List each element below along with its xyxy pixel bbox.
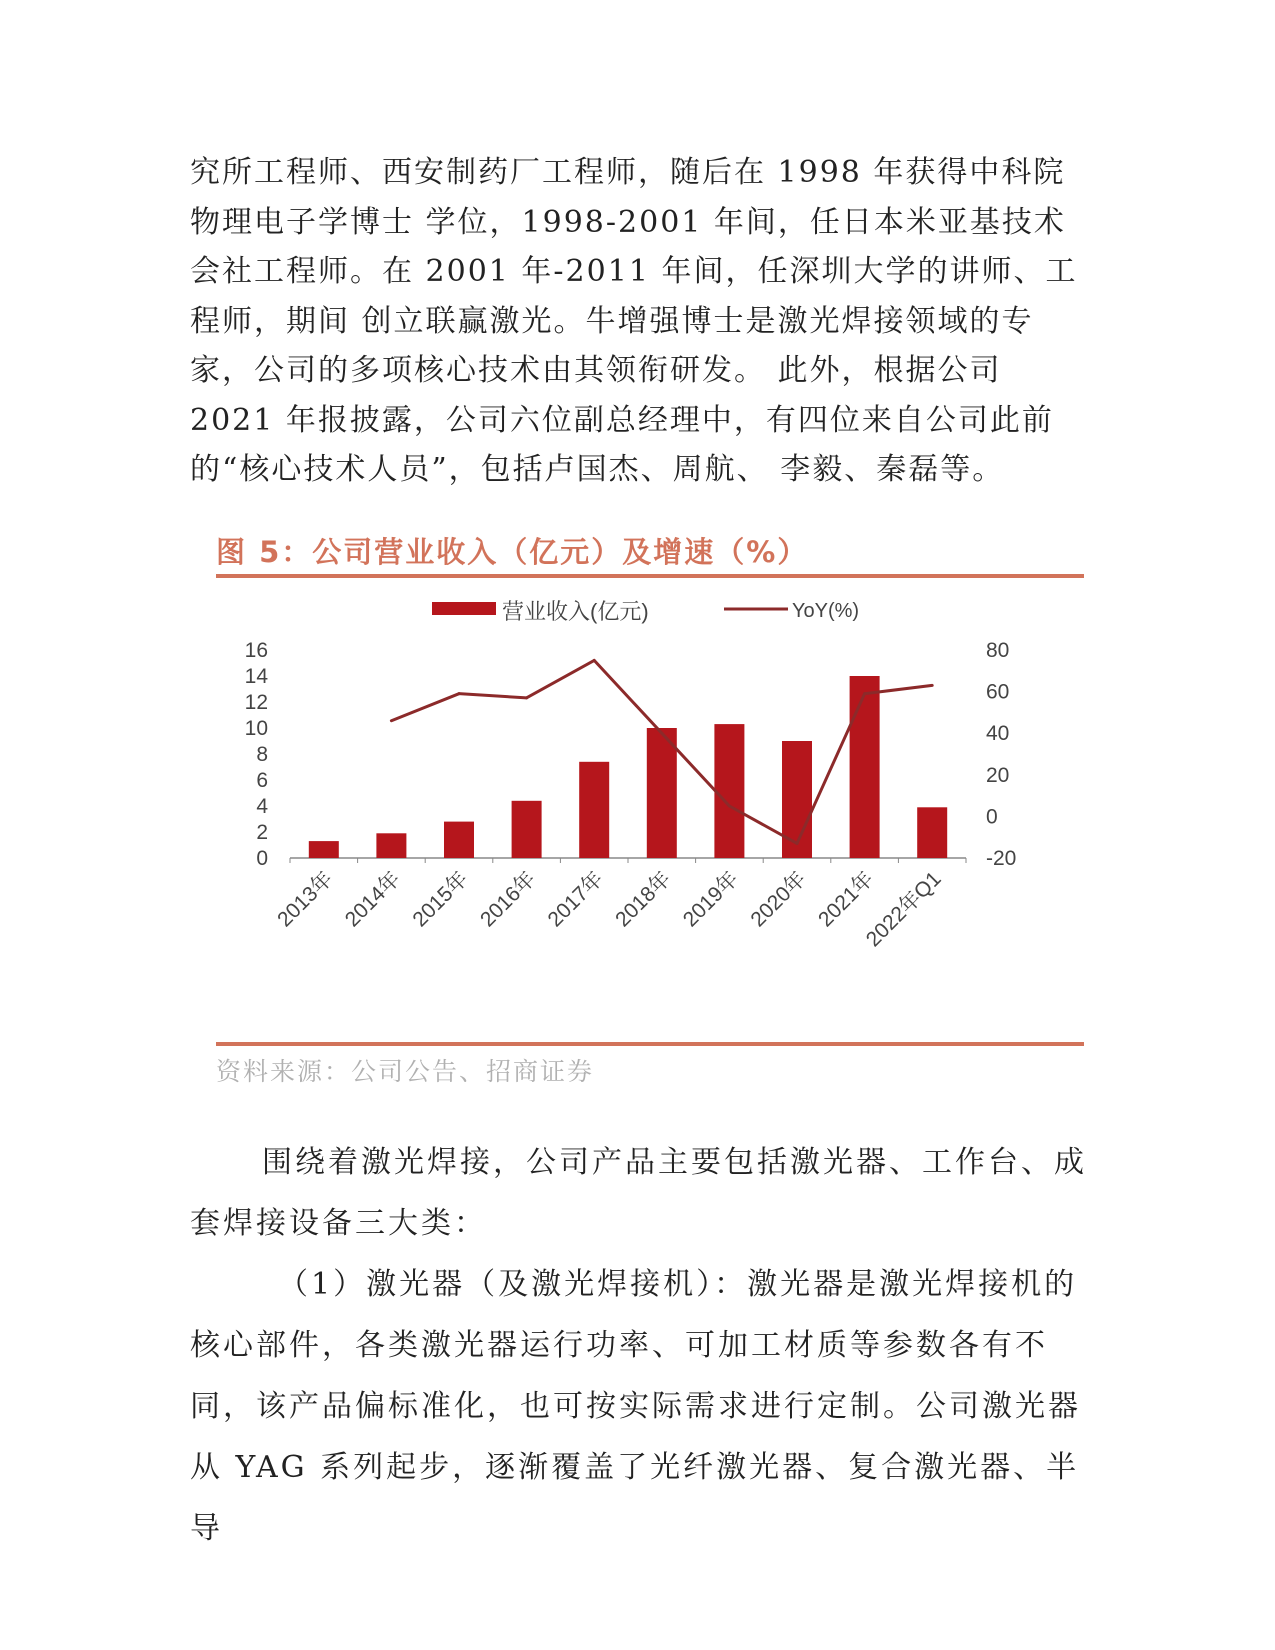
yoy-line-segment bbox=[527, 660, 595, 697]
y-left-tick-label: 10 bbox=[244, 717, 268, 740]
y-left-tick-label: 4 bbox=[256, 795, 268, 818]
x-tick-label: 2022年Q1 bbox=[861, 867, 946, 952]
x-tick-label: 2019年 bbox=[678, 867, 743, 932]
legend-line-label: YoY(%) bbox=[792, 600, 860, 622]
y-left-tick-label: 14 bbox=[244, 665, 268, 688]
revenue-bar bbox=[917, 807, 947, 858]
revenue-bar bbox=[579, 762, 609, 858]
revenue-bar bbox=[647, 728, 677, 858]
y-right-tick-label: 80 bbox=[986, 639, 1010, 662]
x-tick-label: 2015年 bbox=[408, 867, 473, 932]
yoy-line-segment bbox=[459, 694, 527, 698]
x-tick-label: 2020年 bbox=[746, 867, 811, 932]
y-left-tick-label: 8 bbox=[256, 743, 268, 766]
revenue-bar bbox=[376, 833, 406, 858]
y-right-tick-label: -20 bbox=[986, 847, 1017, 870]
figure-source: 资料来源：公司公告、招商证券 bbox=[216, 1057, 595, 1086]
chart-legend bbox=[432, 599, 859, 624]
y-left-tick-label: 0 bbox=[256, 847, 268, 870]
laser-item-paragraph: （1）激光器（及激光焊接机）：激光器是激光焊接机的核心部件，各类激光器运行功率、可加工材质等参数各有不同，该产品偏标准化，也可按实际需求进行定制。公司激光器从 YAG 系列起步，逐渐覆盖了光纤激光器、复合激光器、半导 bbox=[190, 1267, 1081, 1546]
y-right-tick-label: 20 bbox=[986, 763, 1010, 787]
yoy-line-segment bbox=[594, 660, 662, 733]
y-right-tick-label: 40 bbox=[986, 722, 1010, 746]
y-right-tick-label: 60 bbox=[986, 680, 1010, 704]
y-left-tick-label: 6 bbox=[256, 769, 268, 792]
figure-top-rule bbox=[216, 574, 1084, 578]
revenue-bar bbox=[444, 822, 474, 858]
x-tick-label: 2021年 bbox=[813, 867, 879, 932]
revenue-bar bbox=[714, 724, 744, 858]
figure-bottom-rule bbox=[216, 1042, 1084, 1046]
y-left-tick-label: 16 bbox=[244, 639, 268, 662]
y-right-tick-label: 0 bbox=[986, 805, 998, 829]
legend-bar-label: 营业收入(亿元) bbox=[502, 599, 649, 624]
y-left-tick-label: 2 bbox=[256, 821, 268, 844]
x-tick-label: 2017年 bbox=[543, 867, 608, 932]
products-intro-paragraph: 围绕着激光焊接，公司产品主要包括激光器、工作台、成套焊接设备三大类： bbox=[190, 1145, 1087, 1241]
x-tick-label: 2018年 bbox=[611, 867, 676, 932]
legend-bar-swatch bbox=[432, 602, 496, 615]
revenue-bar bbox=[512, 801, 542, 858]
revenue-bar bbox=[850, 676, 880, 858]
revenue-chart bbox=[216, 590, 1084, 1030]
figure-title: 图 5：公司营业收入（亿元）及增速（%） bbox=[216, 535, 809, 569]
yoy-line-segment bbox=[391, 694, 459, 721]
revenue-bar bbox=[309, 841, 339, 858]
x-tick-label: 2013年 bbox=[273, 867, 338, 932]
x-tick-label: 2016年 bbox=[475, 867, 541, 932]
y-left-tick-label: 12 bbox=[244, 691, 268, 714]
x-tick-label: 2014年 bbox=[340, 867, 405, 932]
intro-paragraph: 究所工程师、西安制药厂工程师，随后在 1998 年获得中科院物理电子学博士 学位，1998-2001 年间，任日本米亚基技术会社工程师。在 2001 年-2011 年间，任深圳大学的讲师、工程师，期间 创立联赢激光。牛增强博士是激光焊接领域的专家，公司的多项核心技术由其领衔研发。 此外，根据公司 2021 年报披露，公司六位副总经理中，有四位来自公司此前的“核心技术人员”，包括卢国杰、周航、 李毅、秦磊等。 bbox=[190, 155, 1078, 487]
